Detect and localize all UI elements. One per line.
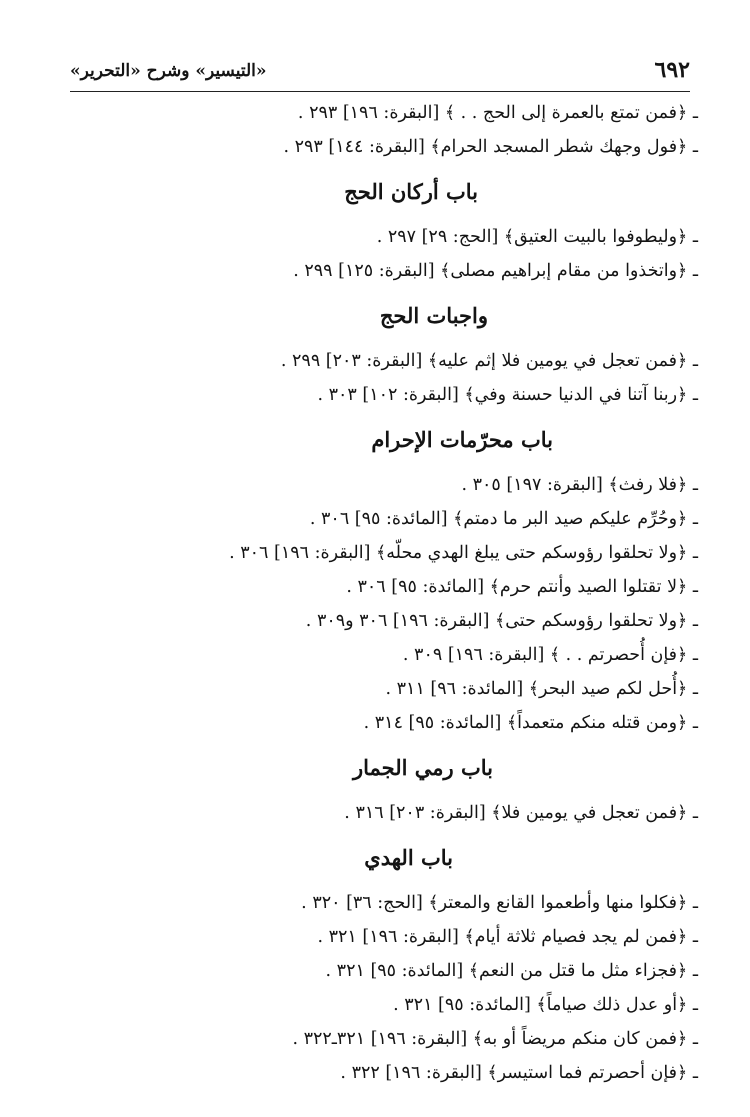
index-entry: ـ ﴿ولا تحلقوا رؤوسكم حتى يبلغ الهدي محلّه﴾ [البقرة: ١٩٦] ٣٠٦ . [229, 543, 698, 563]
section-title: باب رمي الجمار [353, 755, 493, 780]
index-entry: ـ ﴿أو عدل ذلك صياماً﴾ [المائدة: ٩٥] ٣٢١ . [393, 995, 698, 1015]
index-entry: ـ ﴿فكلوا منها وأطعموا القانع والمعتر﴾ [الحج: ٣٦] ٣٢٠ . [301, 893, 698, 913]
index-entry: ـ ﴿فمن تعجل في يومين فلا﴾ [البقرة: ٢٠٣] ٣١٦ . [344, 803, 698, 823]
index-entry: ـ ﴿واتخذوا من مقام إبراهيم مصلى﴾ [البقرة: ١٢٥] ٢٩٩ . [293, 261, 698, 281]
index-entry: ـ ﴿فمن تمتع بالعمرة إلى الحج . . ﴾ [البقرة: ١٩٦] ٢٩٣ . [297, 103, 698, 123]
page-number: ٦٩٢ [654, 57, 690, 83]
index-entry: ـ ﴿فمن لم يجد فصيام ثلاثة أيام﴾ [البقرة: ١٩٦] ٣٢١ . [317, 927, 698, 947]
index-entry: ـ ﴿فجزاء مثل ما قتل من النعم﴾ [المائدة: ٩٥] ٣٢١ . [325, 961, 698, 981]
index-entry: ـ ﴿فمن تعجل في يومين فلا إثم عليه﴾ [البقرة: ٢٠٣] ٢٩٩ . [280, 351, 698, 371]
section-title: باب محرّمات الإحرام [371, 427, 553, 452]
section-title: واجبات الحج [379, 303, 488, 328]
running-header [70, 55, 690, 92]
index-entry: ـ ﴿فإن أحصرتم فما استيسر﴾ [البقرة: ١٩٦] ٣٢٢ . [340, 1063, 698, 1083]
index-entry: ـ ﴿فلا رفث﴾ [البقرة: ١٩٧] ٣٠٥ . [461, 475, 698, 495]
index-entry: ـ ﴿فول وجهك شطر المسجد الحرام﴾ [البقرة: ١٤٤] ٢٩٣ . [283, 137, 698, 157]
index-entry: ـ ﴿وليطوفوا بالبيت العتيق﴾ [الحج: ٢٩] ٢٩٧ . [376, 227, 698, 247]
section-title: باب أركان الحج [344, 179, 478, 204]
index-entry: ـ ﴿ومن قتله منكم متعمداً﴾ [المائدة: ٩٥] ٣١٤ . [363, 713, 698, 733]
index-entry: ـ ﴿أُحل لكم صيد البحر﴾ [المائدة: ٩٦] ٣١١ . [385, 679, 698, 699]
index-entry: ـ ﴿فمن كان منكم مريضاً أو به﴾ [البقرة: ١٩٦] ٣٢١ـ٣٢٢ . [292, 1029, 698, 1049]
section-title: باب الهدي [364, 845, 453, 870]
index-entry: ـ ﴿ولا تحلقوا رؤوسكم حتى﴾ [البقرة: ١٩٦] ٣٠٦ و٣٠٩ . [305, 611, 698, 631]
index-entry: ـ ﴿وحُرِّم عليكم صيد البر ما دمتم﴾ [المائدة: ٩٥] ٣٠٦ . [309, 509, 698, 529]
running-title: «التيسير» وشرح «التحرير» [70, 61, 267, 81]
index-entry: ـ ﴿لا تقتلوا الصيد وأنتم حرم﴾ [المائدة: ٩٥] ٣٠٦ . [346, 577, 698, 597]
verse-index [58, 98, 698, 1092]
index-entry: ـ ﴿ربنا آتنا في الدنيا حسنة وفي﴾ [البقرة: ١٠٢] ٣٠٣ . [317, 385, 698, 405]
index-entry: ـ ﴿فإن أُحصرتم . . ﴾ [البقرة: ١٩٦] ٣٠٩ . [402, 645, 698, 665]
